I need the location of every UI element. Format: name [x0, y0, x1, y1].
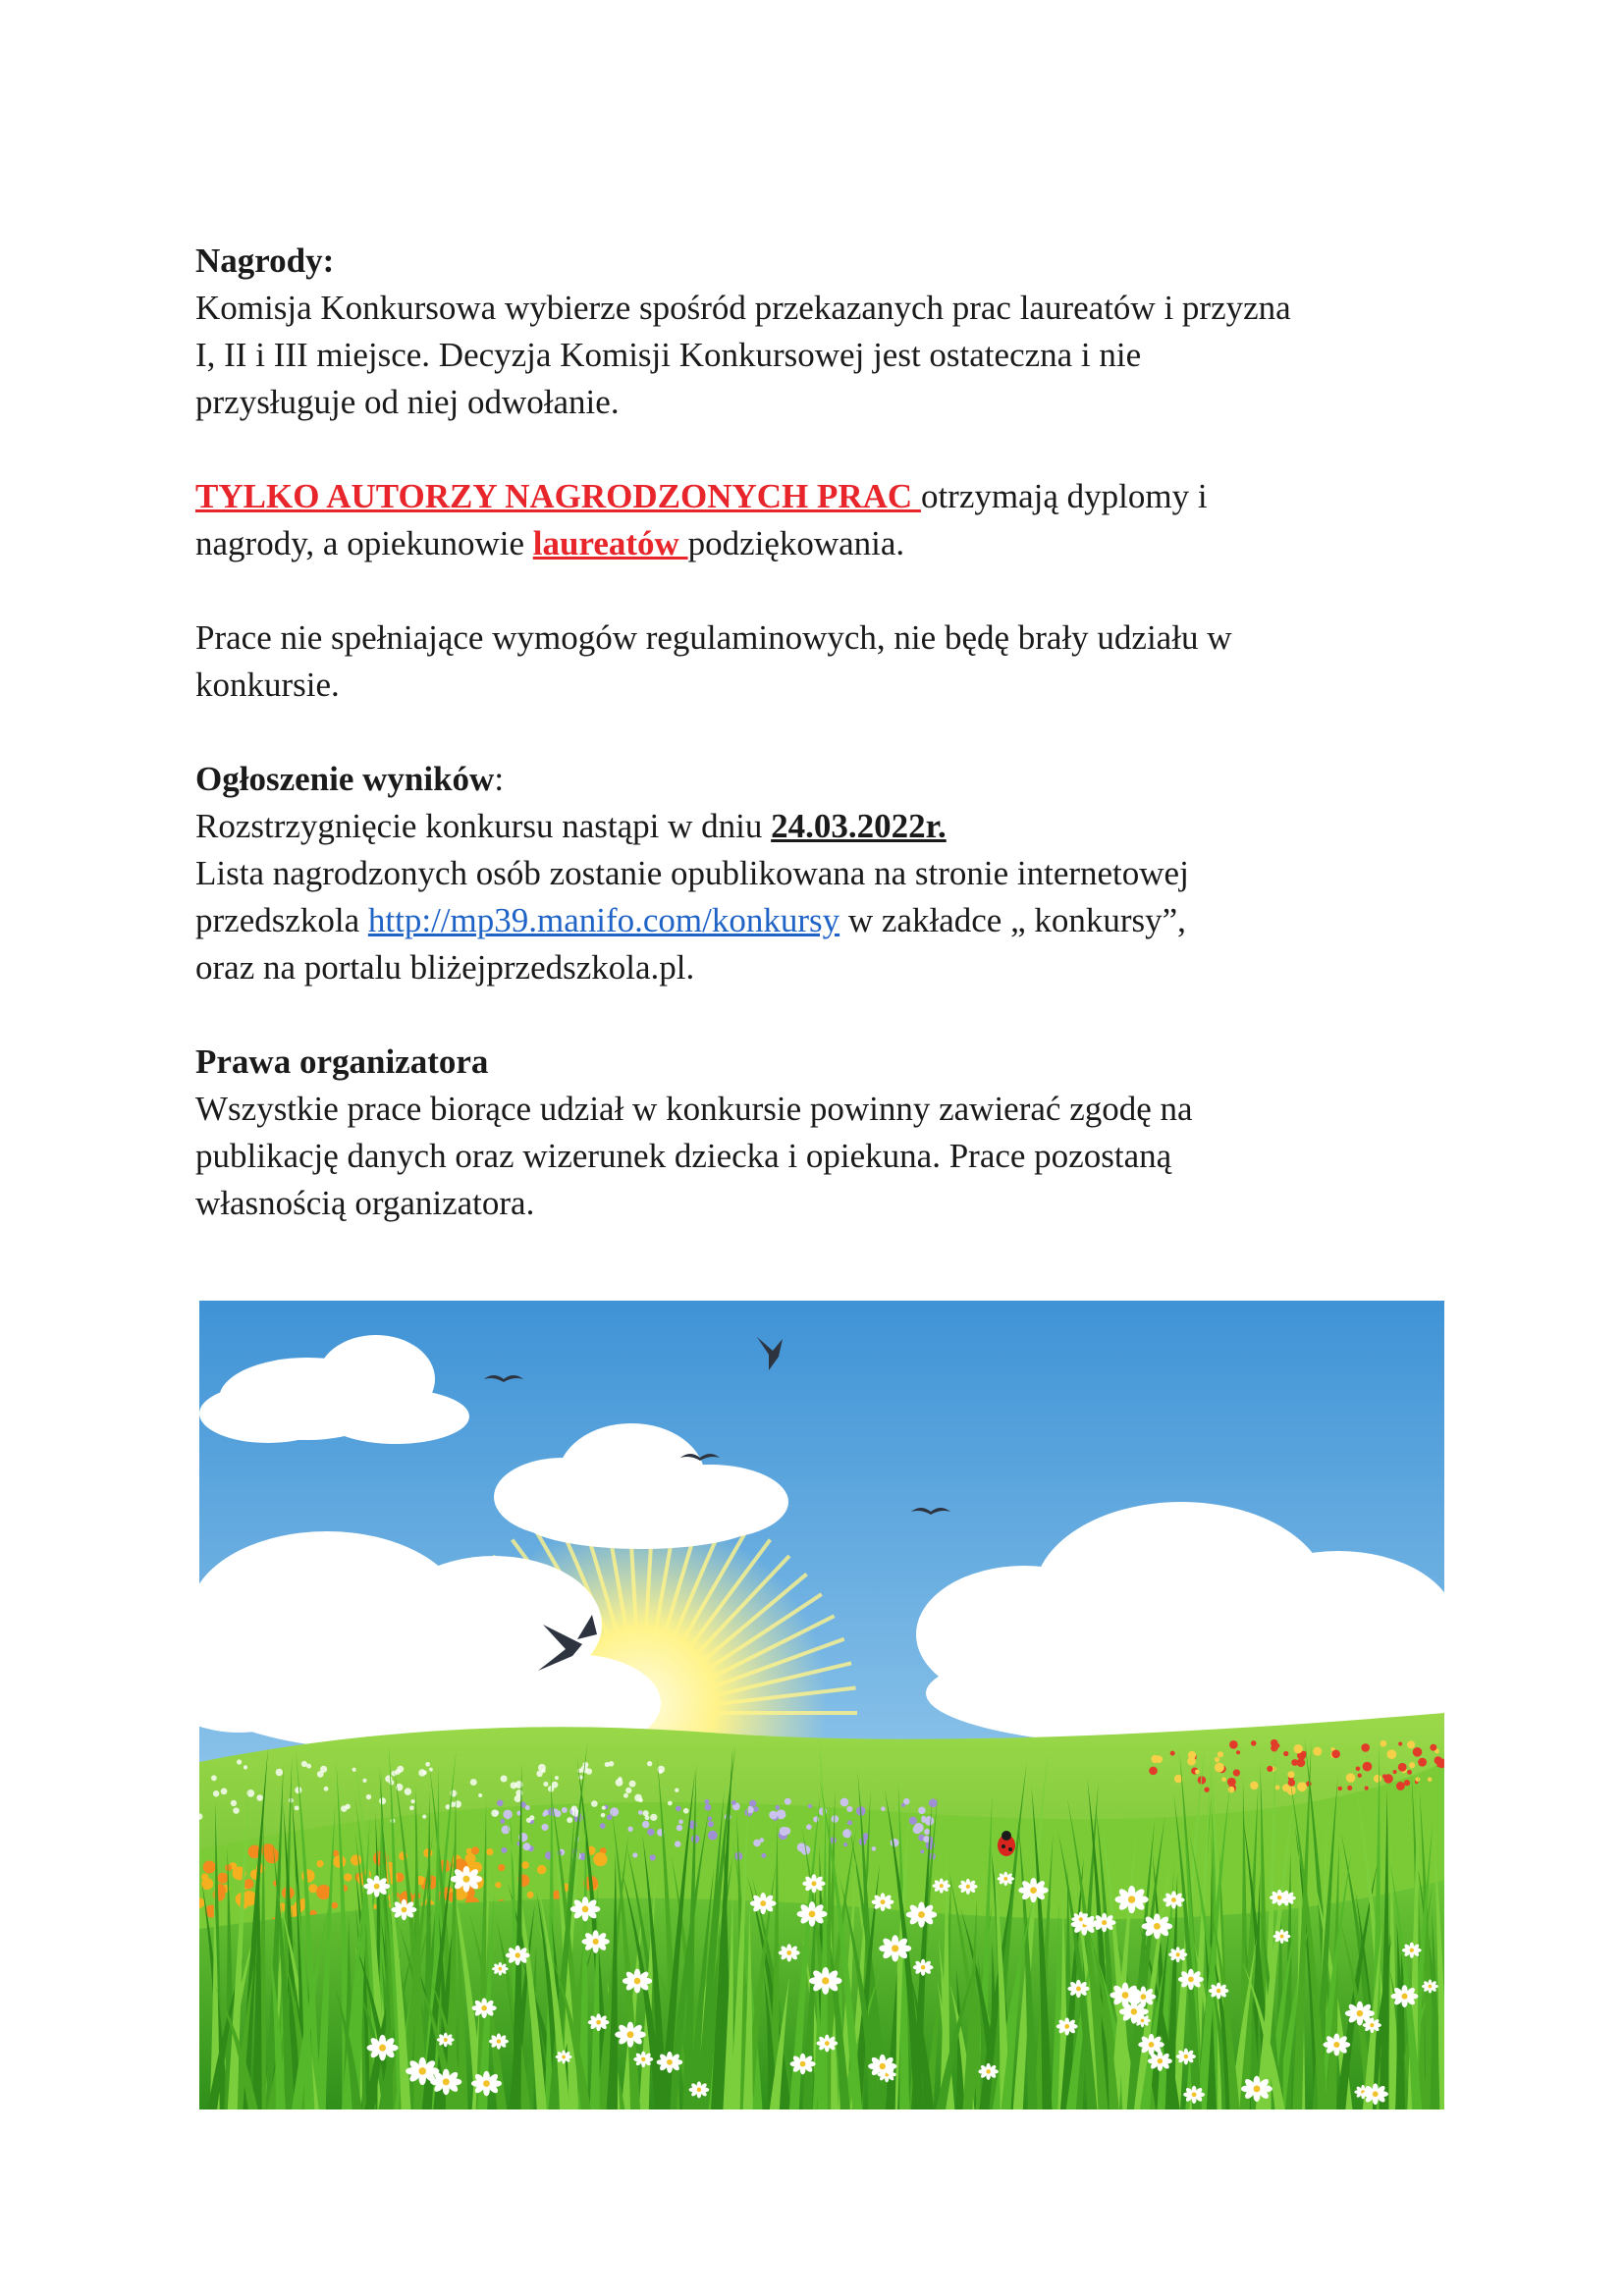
prizes-heading: Nagrody:: [195, 241, 335, 280]
rights-line-2: publikację danych oraz wizerunek dziecka i opiekuna. Prace pozostaną: [195, 1137, 1172, 1175]
contest-link[interactable]: http://mp39.manifo.com/konkursy: [367, 901, 840, 939]
prizes-line-3: przysługuje od niej odwołanie.: [195, 383, 620, 421]
results-date: 24.03.2022r.: [771, 807, 947, 845]
winners-only-emphasis: TYLKO AUTORZY NAGRODZONYCH PRAC: [195, 477, 921, 515]
meadow-scene: [199, 1301, 1444, 2109]
results-line-2: Lista nagrodzonych osób zostanie opublikowana na stronie internetowej: [195, 854, 1189, 892]
rights-line-1: Wszystkie prace biorące udział w konkursie powinny zawierać zgodę na: [195, 1090, 1193, 1128]
results-heading: Ogłoszenie wyników:: [195, 760, 505, 798]
results-line-4: oraz na portalu bliżejprzedszkola.pl.: [195, 948, 695, 987]
laureates-emphasis: laureatów: [532, 524, 688, 562]
rights-line-3: własnością organizatora.: [195, 1184, 535, 1222]
rights-heading: Prawa organizatora: [195, 1042, 489, 1081]
document-body: [195, 238, 1472, 1227]
awards-line-1: TYLKO AUTORZY NAGRODZONYCH PRAC otrzymają dyplomy i: [195, 477, 1208, 515]
awards-line-2: nagrody, a opiekunowie laureatów podziękowania.: [195, 524, 905, 562]
results-line-3: przedszkola http://mp39.manifo.com/konkursy w zakładce „ konkursy”,: [195, 901, 1186, 939]
requirements-line-1: Prace nie spełniające wymogów regulaminowych, nie będę brały udziału w: [195, 618, 1232, 657]
meadow-illustration: [199, 1301, 1444, 2109]
prizes-line-2: I, II i III miejsce. Decyzja Komisji Konkursowej jest ostateczna i nie: [195, 336, 1142, 374]
requirements-line-2: konkursie.: [195, 666, 340, 704]
results-date-line: Rozstrzygnięcie konkursu nastąpi w dniu 24.03.2022r.: [195, 807, 947, 845]
prizes-line-1: Komisja Konkursowa wybierze spośród przekazanych prac laureatów i przyzna: [195, 289, 1291, 327]
